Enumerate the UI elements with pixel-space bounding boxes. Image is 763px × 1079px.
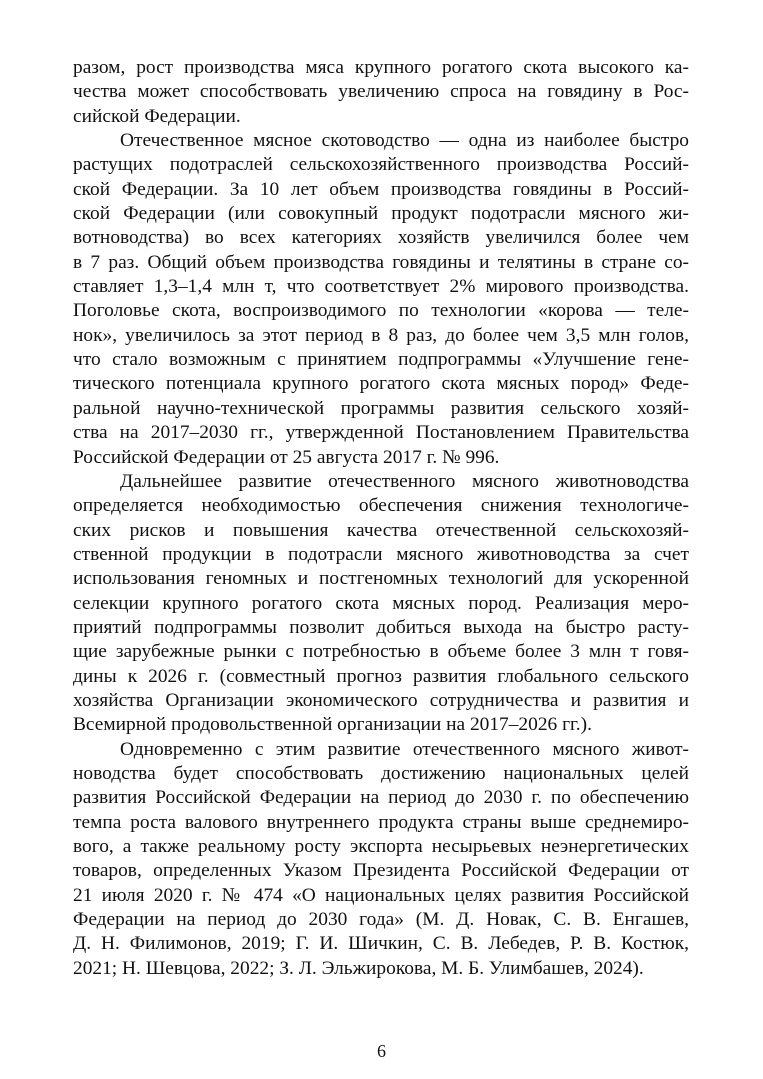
body-text — [73, 56, 689, 981]
text-line: Поголовье скота, воспроизводимого по технологии «корова — теле- — [73, 300, 689, 322]
text-line: 21 июля 2020 г. № 474 «О национальных целях развития Российской — [73, 884, 689, 906]
text-line: вотноводства) во всех категориях хозяйств увеличился более чем — [73, 227, 689, 249]
text-line: ских рисков и повышения качества отечественной сельскохозяй- — [73, 519, 689, 541]
text-line: ской Федерации (или совокупный продукт подотрасли мясного жи- — [73, 203, 689, 225]
page-number: 6 — [377, 1041, 386, 1061]
text-line: разом, рост производства мяса крупного рогатого скота высокого ка- — [73, 57, 689, 78]
text-line: темпа роста валового внутреннего продукта страны выше среднемиро- — [73, 811, 689, 833]
paragraph-4 — [73, 738, 689, 981]
text-line: новодства будет способствовать достижению национальных целей — [73, 762, 689, 784]
text-line: сийской Федерации. — [73, 105, 241, 127]
text-line: Федерации на период до 2030 года» (М. Д. Новак, С. В. Енгашев, — [73, 909, 689, 931]
text-line: дины к 2026 г. (совместный прогноз развития глобального сельского — [73, 665, 689, 687]
text-line: что стало возможным с принятием подпрограммы «Улучшение гене- — [73, 349, 689, 371]
text-line: Дальнейшее развитие отечественного мясного животноводства — [120, 470, 689, 492]
paragraph-3 — [73, 470, 689, 738]
text-line: развития Российской Федерации на период до 2030 г. по обеспечению — [73, 787, 689, 809]
text-line: Одновременно с этим развитие отечественного мясного живот- — [120, 738, 689, 760]
text-line: нок», увеличилось за этот период в 8 раз, до более чем 3,5 млн голов, — [73, 324, 689, 346]
text-line: ства на 2017–2030 гг., утвержденной Постановлением Правительства — [73, 422, 689, 444]
text-line: вого, а также реальному росту экспорта несырьевых неэнергетических — [73, 836, 689, 857]
text-line: тического потенциала крупного рогатого скота мясных пород» Феде- — [73, 373, 689, 395]
text-line: Д. Н. Филимонов, 2019; Г. И. Шичкин, С. В. Лебедев, Р. В. Костюк, — [73, 933, 689, 955]
text-line: использования геномных и постгеномных технологий для ускоренной — [73, 568, 689, 590]
text-line: селекции крупного рогатого скота мясных пород. Реализация меро- — [73, 592, 689, 614]
text-line: определяется необходимостью обеспечения снижения технологиче- — [73, 495, 689, 517]
paragraph-2 — [73, 129, 689, 470]
text-line: Всемирной продовольственной организации на 2017–2026 гг.). — [73, 714, 592, 736]
text-line: 2021; Н. Шевцова, 2022; З. Л. Эльжирокова, М. Б. Улимбашев, 2024). — [73, 957, 644, 979]
text-line: растущих подотраслей сельскохозяйственного производства Россий- — [73, 154, 689, 176]
text-line: ставляет 1,3–1,4 млн т, что соответствует 2% мирового производства. — [73, 276, 689, 298]
text-line: Российской Федерации от 25 августа 2017 г. № 996. — [73, 446, 500, 468]
text-line: приятий подпрограммы позволит добиться выхода на быстро расту- — [73, 616, 689, 638]
text-line: ственной продукции в подотрасли мясного животноводства за счет — [73, 543, 689, 565]
paragraph-1 — [73, 56, 689, 129]
text-line: ральной научно-технической программы развития сельского хозяй- — [73, 397, 689, 419]
text-line: ской Федерации. За 10 лет объем производства говядины в Россий- — [73, 178, 689, 200]
text-line: товаров, определенных Указом Президента Российской Федерации от — [73, 860, 689, 882]
text-line: хозяйства Организации экономического сотрудничества и развития и — [73, 689, 689, 711]
text-line: Отечественное мясное скотоводство — одна из наиболее быстро — [120, 130, 689, 152]
text-line: щие зарубежные рынки с потребностью в объеме более 3 млн т говя- — [73, 641, 689, 663]
text-line: в 7 раз. Общий объем производства говядины и телятины в стране со- — [73, 251, 689, 273]
text-line: чества может способствовать увеличению спроса на говядину в Рос- — [73, 81, 689, 103]
